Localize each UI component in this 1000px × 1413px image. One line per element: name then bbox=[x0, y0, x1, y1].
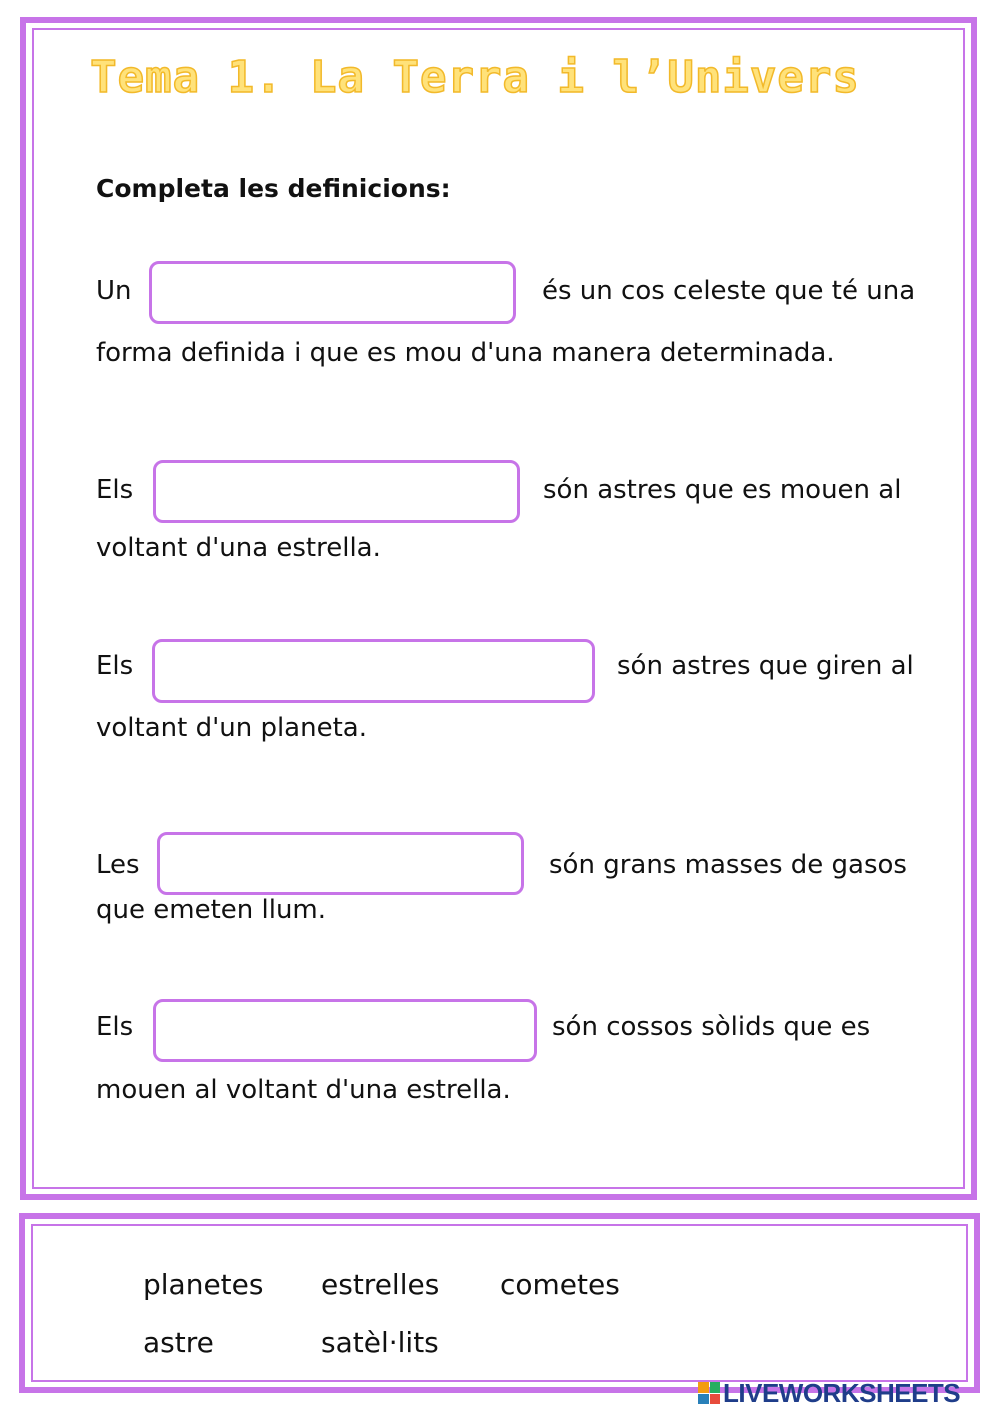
definition-3-line2: voltant d'un planeta. bbox=[96, 713, 367, 743]
definition-1-prefix: Un bbox=[96, 276, 132, 306]
definition-5-prefix: Els bbox=[96, 1012, 134, 1042]
word-bank-item-cometes: cometes bbox=[500, 1268, 620, 1301]
word-bank-item-astre: astre bbox=[143, 1326, 214, 1359]
definition-3-line1: són astres que giren al bbox=[617, 651, 914, 681]
liveworksheets-logo bbox=[698, 1378, 960, 1408]
definition-1-line1: és un cos celeste que té una bbox=[542, 276, 916, 306]
answer-input-4[interactable] bbox=[157, 832, 524, 895]
definition-2-line2: voltant d'una estrella. bbox=[96, 533, 381, 563]
definition-4-line1: són grans masses de gasos bbox=[549, 850, 907, 880]
definition-4-line2: que emeten llum. bbox=[96, 895, 327, 925]
liveworksheets-wordmark: LIVEWORKSHEETS bbox=[723, 1377, 961, 1408]
word-bank-item-satellits: satèl·lits bbox=[321, 1326, 439, 1359]
answer-input-1[interactable] bbox=[149, 261, 516, 324]
answer-input-3[interactable] bbox=[152, 639, 595, 703]
definition-2-line1: són astres que es mouen al bbox=[543, 475, 902, 505]
page-title: Tema 1. La Terra i l’Univers bbox=[90, 52, 860, 103]
word-bank-item-estrelles: estrelles bbox=[321, 1268, 440, 1301]
answer-input-2[interactable] bbox=[153, 460, 520, 523]
definition-3-prefix: Els bbox=[96, 651, 134, 681]
definition-5-line1: són cossos sòlids que es bbox=[552, 1012, 871, 1042]
word-bank-item-planetes: planetes bbox=[143, 1268, 264, 1301]
definition-4-prefix: Les bbox=[96, 850, 140, 880]
instruction: Completa les definicions: bbox=[96, 174, 451, 203]
definition-1-line2: forma definida i que es mou d'una manera determinada. bbox=[96, 338, 835, 368]
definition-5-line2: mouen al voltant d'una estrella. bbox=[96, 1075, 511, 1105]
liveworksheets-icon bbox=[698, 1382, 720, 1404]
definition-2-prefix: Els bbox=[96, 475, 134, 505]
answer-input-5[interactable] bbox=[153, 999, 537, 1062]
